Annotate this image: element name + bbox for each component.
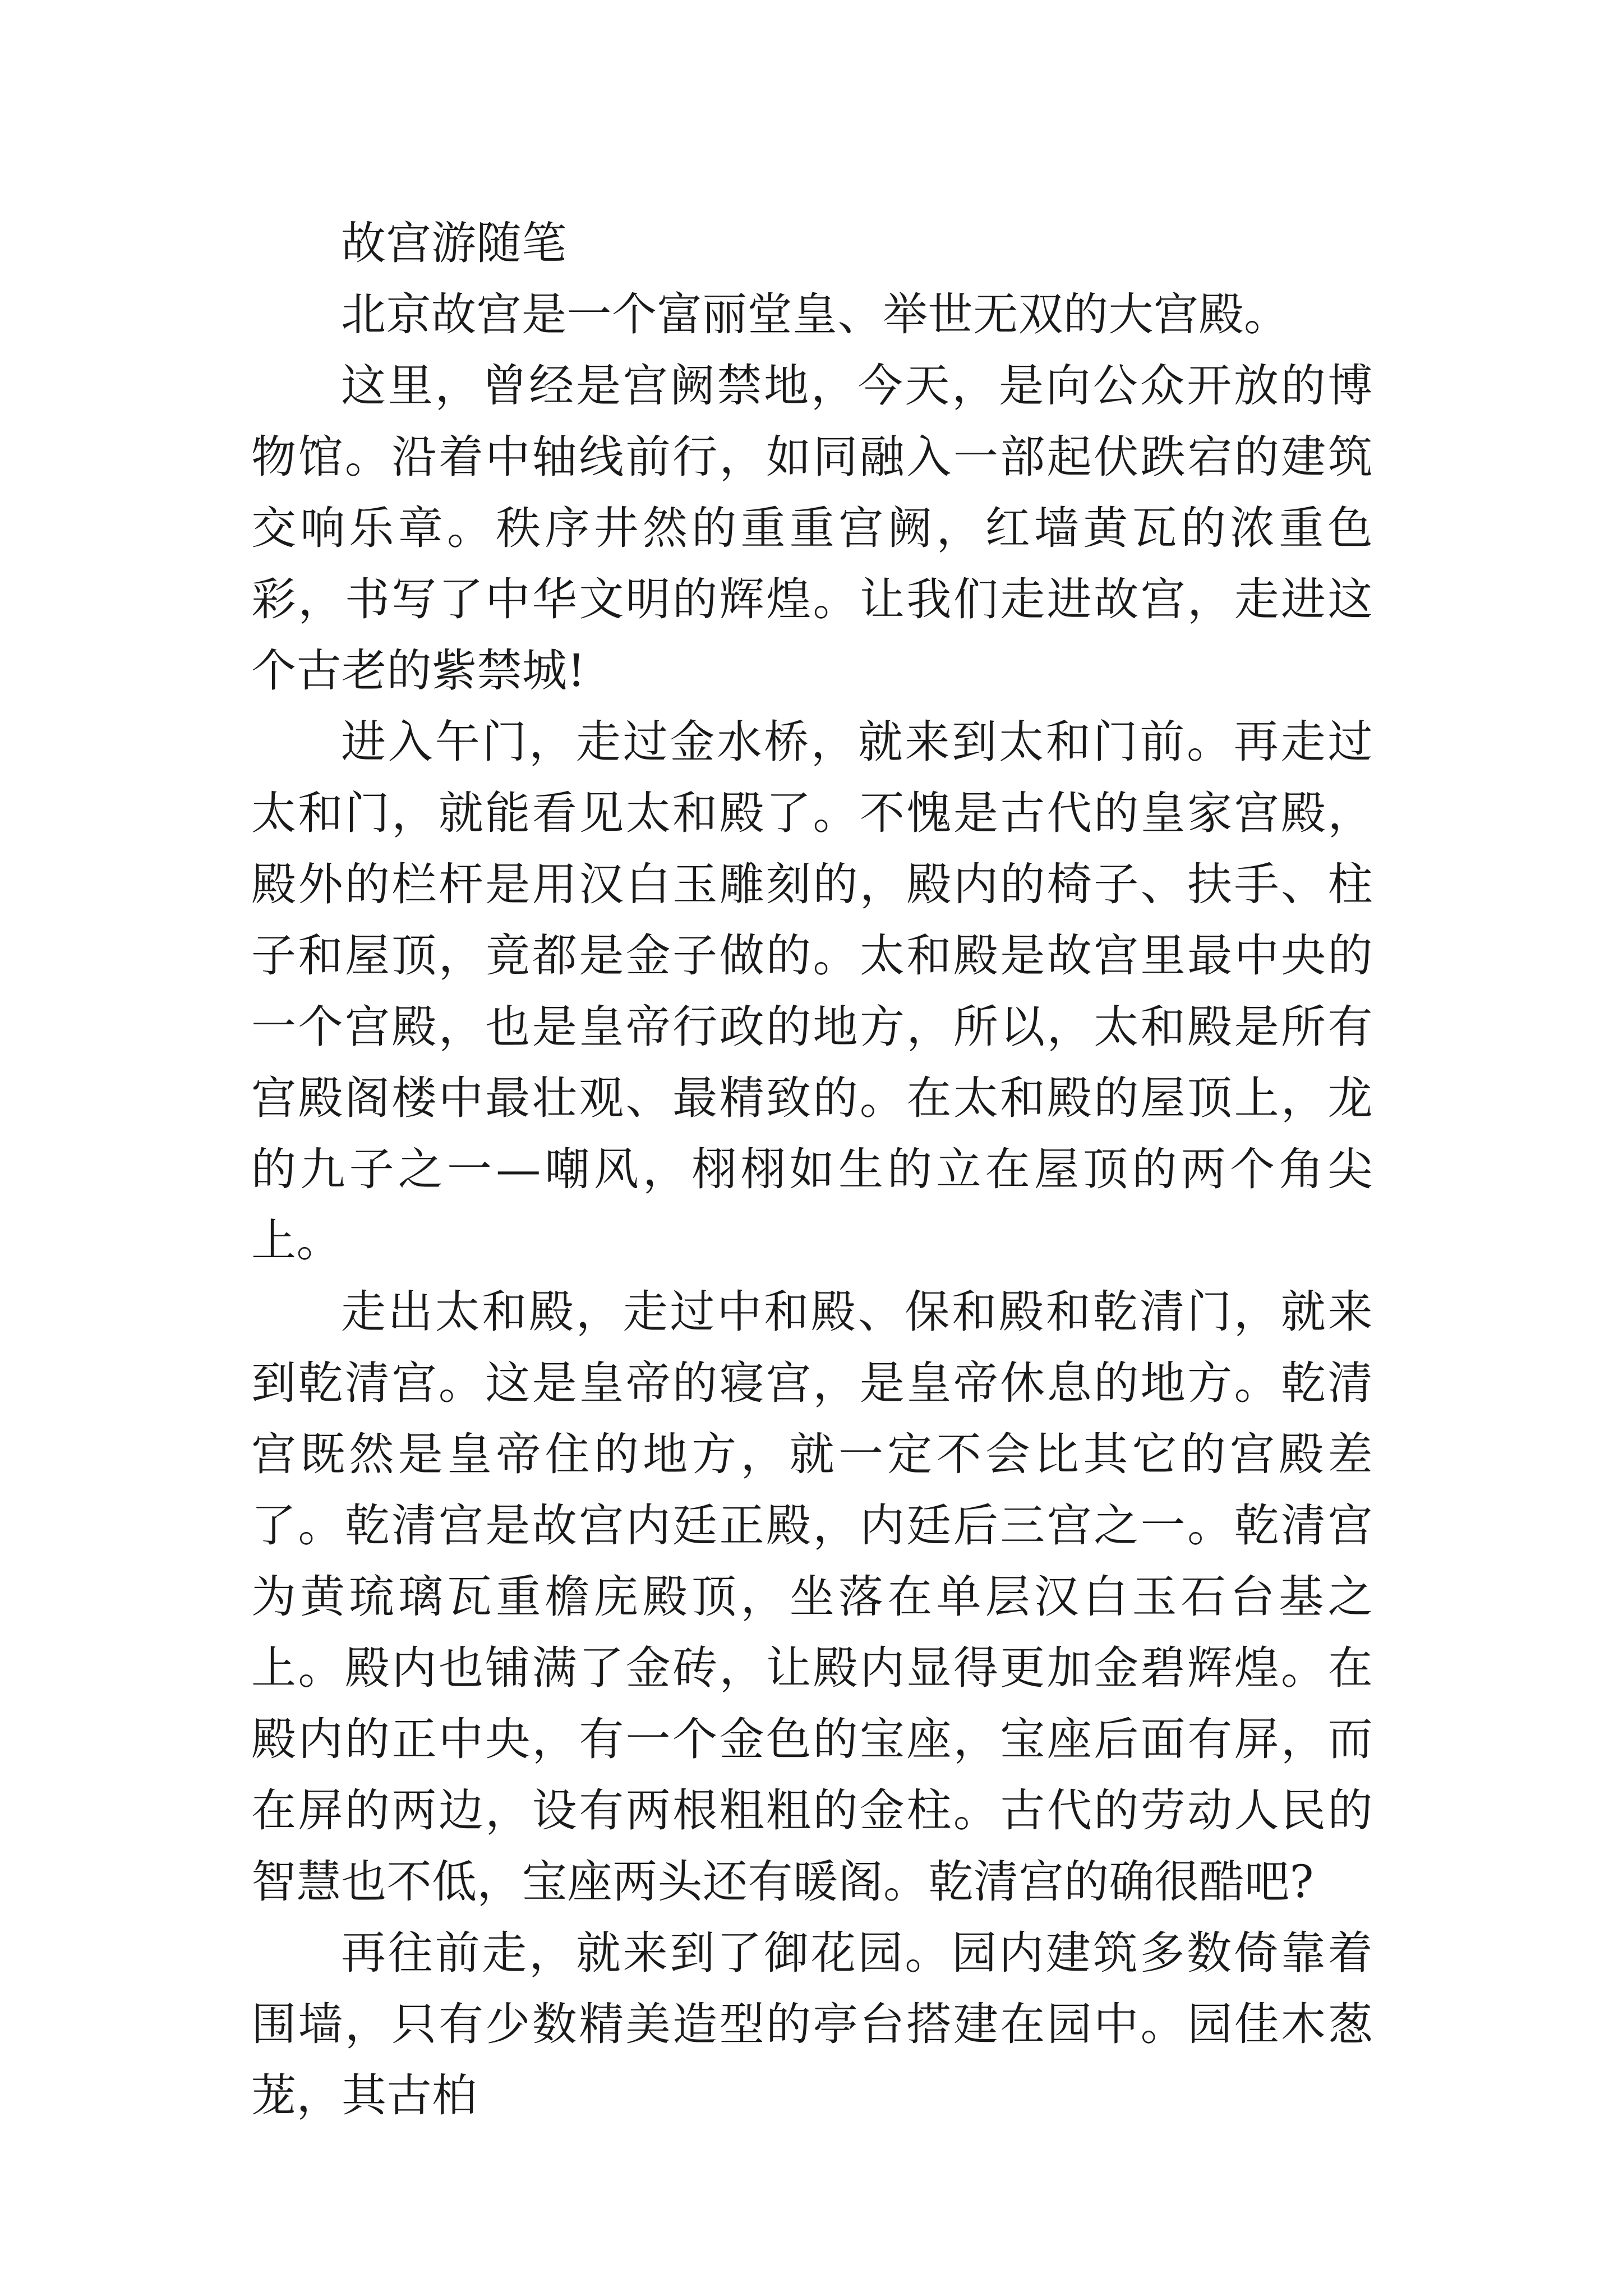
- paragraph-3: 进入午门，走过金水桥，就来到太和门前。再走过太和门，就能看见太和殿了。不愧是古代的皇家宫殿，殿外的栏杆是用汉白玉雕刻的，殿内的椅子、扶手、柱子和屋顶，竟都是金子做的。太和殿是故宫里最中央的一个宫殿，也是皇帝行政的地方，所以，太和殿是所有宫殿阁楼中最壮观、最精致的。在太和殿的屋顶上，龙的九子之一—嘲风，栩栩如生的立在屋顶的两个角尖上。: [251, 716, 1373, 1267]
- paragraph-1: 北京故宫是一个富丽堂皇、举世无双的大宫殿。: [341, 288, 1289, 341]
- paragraph-5: 再往前走，就来到了御花园。园内建筑多数倚靠着围墙，只有少数精美造型的亭台搭建在园中。园佳木葱茏，其古柏: [251, 1927, 1373, 2122]
- document-body: [251, 208, 1373, 2131]
- document-title: 故宫游随笔: [341, 217, 567, 269]
- paragraph-4: 走出太和殿，走过中和殿、保和殿和乾清门，就来到乾清宫。这是皇帝的寝宫，是皇帝休息的地方。乾清宫既然是皇帝住的地方，就一定不会比其它的宫殿差了。乾清宫是故宫内廷正殿，内廷后三宫之一。乾清宫为黄琉璃瓦重檐庑殿顶，坐落在单层汉白玉石台基之上。殿内也铺满了金砖，让殿内显得更加金碧辉煌。在殿内的正中央，有一个金色的宝座，宝座后面有屏，而在屏的两边，设有两根粗粗的金柱。古代的劳动人民的智慧也不低，宝座两头还有暖阁。乾清宫的确很酷吧?: [251, 1286, 1373, 1908]
- paragraph-2: 这里，曾经是宫阙禁地，今天，是向公众开放的博物馆。沿着中轴线前行，如同融入一部起伏跌宕的建筑交响乐章。秩序井然的重重宫阙，红墙黄瓦的浓重色彩，书写了中华文明的辉煌。让我们走进故宫，走进这个古老的紫禁城!: [251, 360, 1373, 697]
